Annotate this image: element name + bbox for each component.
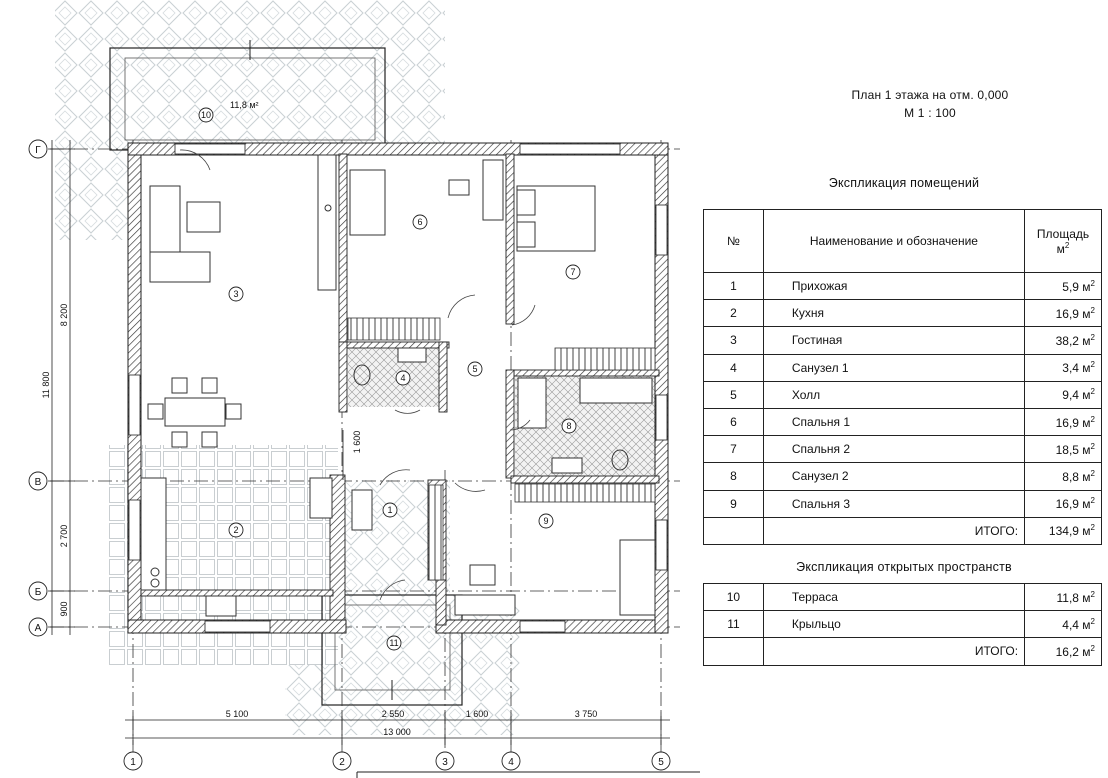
room-marker-3: 3: [233, 289, 239, 299]
room-marker-2: 2: [233, 525, 239, 535]
axis-letter-v: В: [34, 477, 42, 488]
dim-5100: 5 100: [225, 709, 249, 719]
room-marker-1: 1: [387, 505, 393, 515]
axis-letter-g: Г: [35, 145, 41, 156]
dim-13000: 13 000: [383, 727, 411, 737]
table-row: 6 Спальня 1 16,9 $м^2$: [704, 408, 1102, 435]
plan-scale: М 1 : 100: [904, 106, 956, 120]
explication-title: Экспликация помещений: [828, 176, 980, 190]
table-row: 4 Санузел 1 3,4 $м^2$: [704, 354, 1102, 381]
dim-1600-v: 1 600: [352, 430, 362, 454]
open-spaces-table: [703, 583, 1102, 666]
axis-number-labels: [130, 757, 664, 768]
table-row: 8 Санузел 2 8,8 $м^2$: [704, 463, 1102, 490]
table-row: 11 Крыльцо 4,4 $м^2$: [704, 611, 1102, 638]
table-total-row: ИТОГО: 134,9 $м^2$: [704, 517, 1102, 544]
dim-11800: 11 800: [41, 371, 51, 399]
room-marker-11: 11: [389, 638, 399, 648]
side-paving: [55, 140, 135, 240]
axis-number-5: 5: [658, 757, 664, 768]
room-marker-6: 6: [417, 217, 423, 227]
table-row: 1 Прихожая 5,9 $м^2$: [704, 273, 1102, 300]
rooms-table: [703, 209, 1102, 545]
axis-number-bubbles: [124, 752, 670, 770]
dim-3750: 3 750: [574, 709, 598, 719]
axis-letter-a: А: [34, 623, 42, 634]
table-row: 7 Спальня 2 18,5 $м^2$: [704, 436, 1102, 463]
axis-number-3: 3: [442, 757, 448, 768]
dim-2550: 2 550: [381, 709, 405, 719]
axis-letter-b: Б: [34, 587, 42, 598]
header-num: №: [704, 210, 764, 273]
table-total-row: ИТОГО: 16,2 $м^2$: [704, 638, 1102, 665]
table-row: 10 Терраса 11,8 $м^2$: [704, 584, 1102, 611]
header-name: Наименование и обозначение: [763, 210, 1024, 273]
room-marker-10: 10: [200, 110, 212, 120]
table-header-row: [704, 210, 1102, 273]
room-marker-5: 5: [472, 364, 478, 374]
table-row: 9 Спальня 3 16,9 $м^2$: [704, 490, 1102, 517]
table-row: 3 Гостиная 38,2 $м^2$: [704, 327, 1102, 354]
room-marker-4: 4: [400, 373, 406, 383]
axis-number-4: 4: [508, 757, 514, 768]
room-marker-7: 7: [570, 267, 576, 277]
open-spaces-title: Экспликация открытых пространств: [796, 560, 1012, 574]
plan-title: План 1 этажа на отм. 0,000: [851, 88, 1009, 102]
axis-number-2: 2: [339, 757, 345, 768]
room-marker-8: 8: [566, 421, 572, 431]
terrace-paving: [55, 0, 445, 150]
axis-number-1: 1: [130, 757, 136, 768]
terrace-area-label: 11,8 м²: [230, 100, 259, 110]
dim-900: 900: [59, 601, 69, 617]
room-marker-9: 9: [543, 516, 549, 526]
dim-1600-h: 1 600: [465, 709, 489, 719]
table-row: 2 Кухня 16,9 $м^2$: [704, 300, 1102, 327]
dim-8200: 8 200: [59, 303, 69, 327]
dim-2700: 2 700: [59, 524, 69, 548]
table-row: 5 Холл 9,4 $м^2$: [704, 381, 1102, 408]
header-area: Площадь $м^2$: [1025, 210, 1102, 273]
